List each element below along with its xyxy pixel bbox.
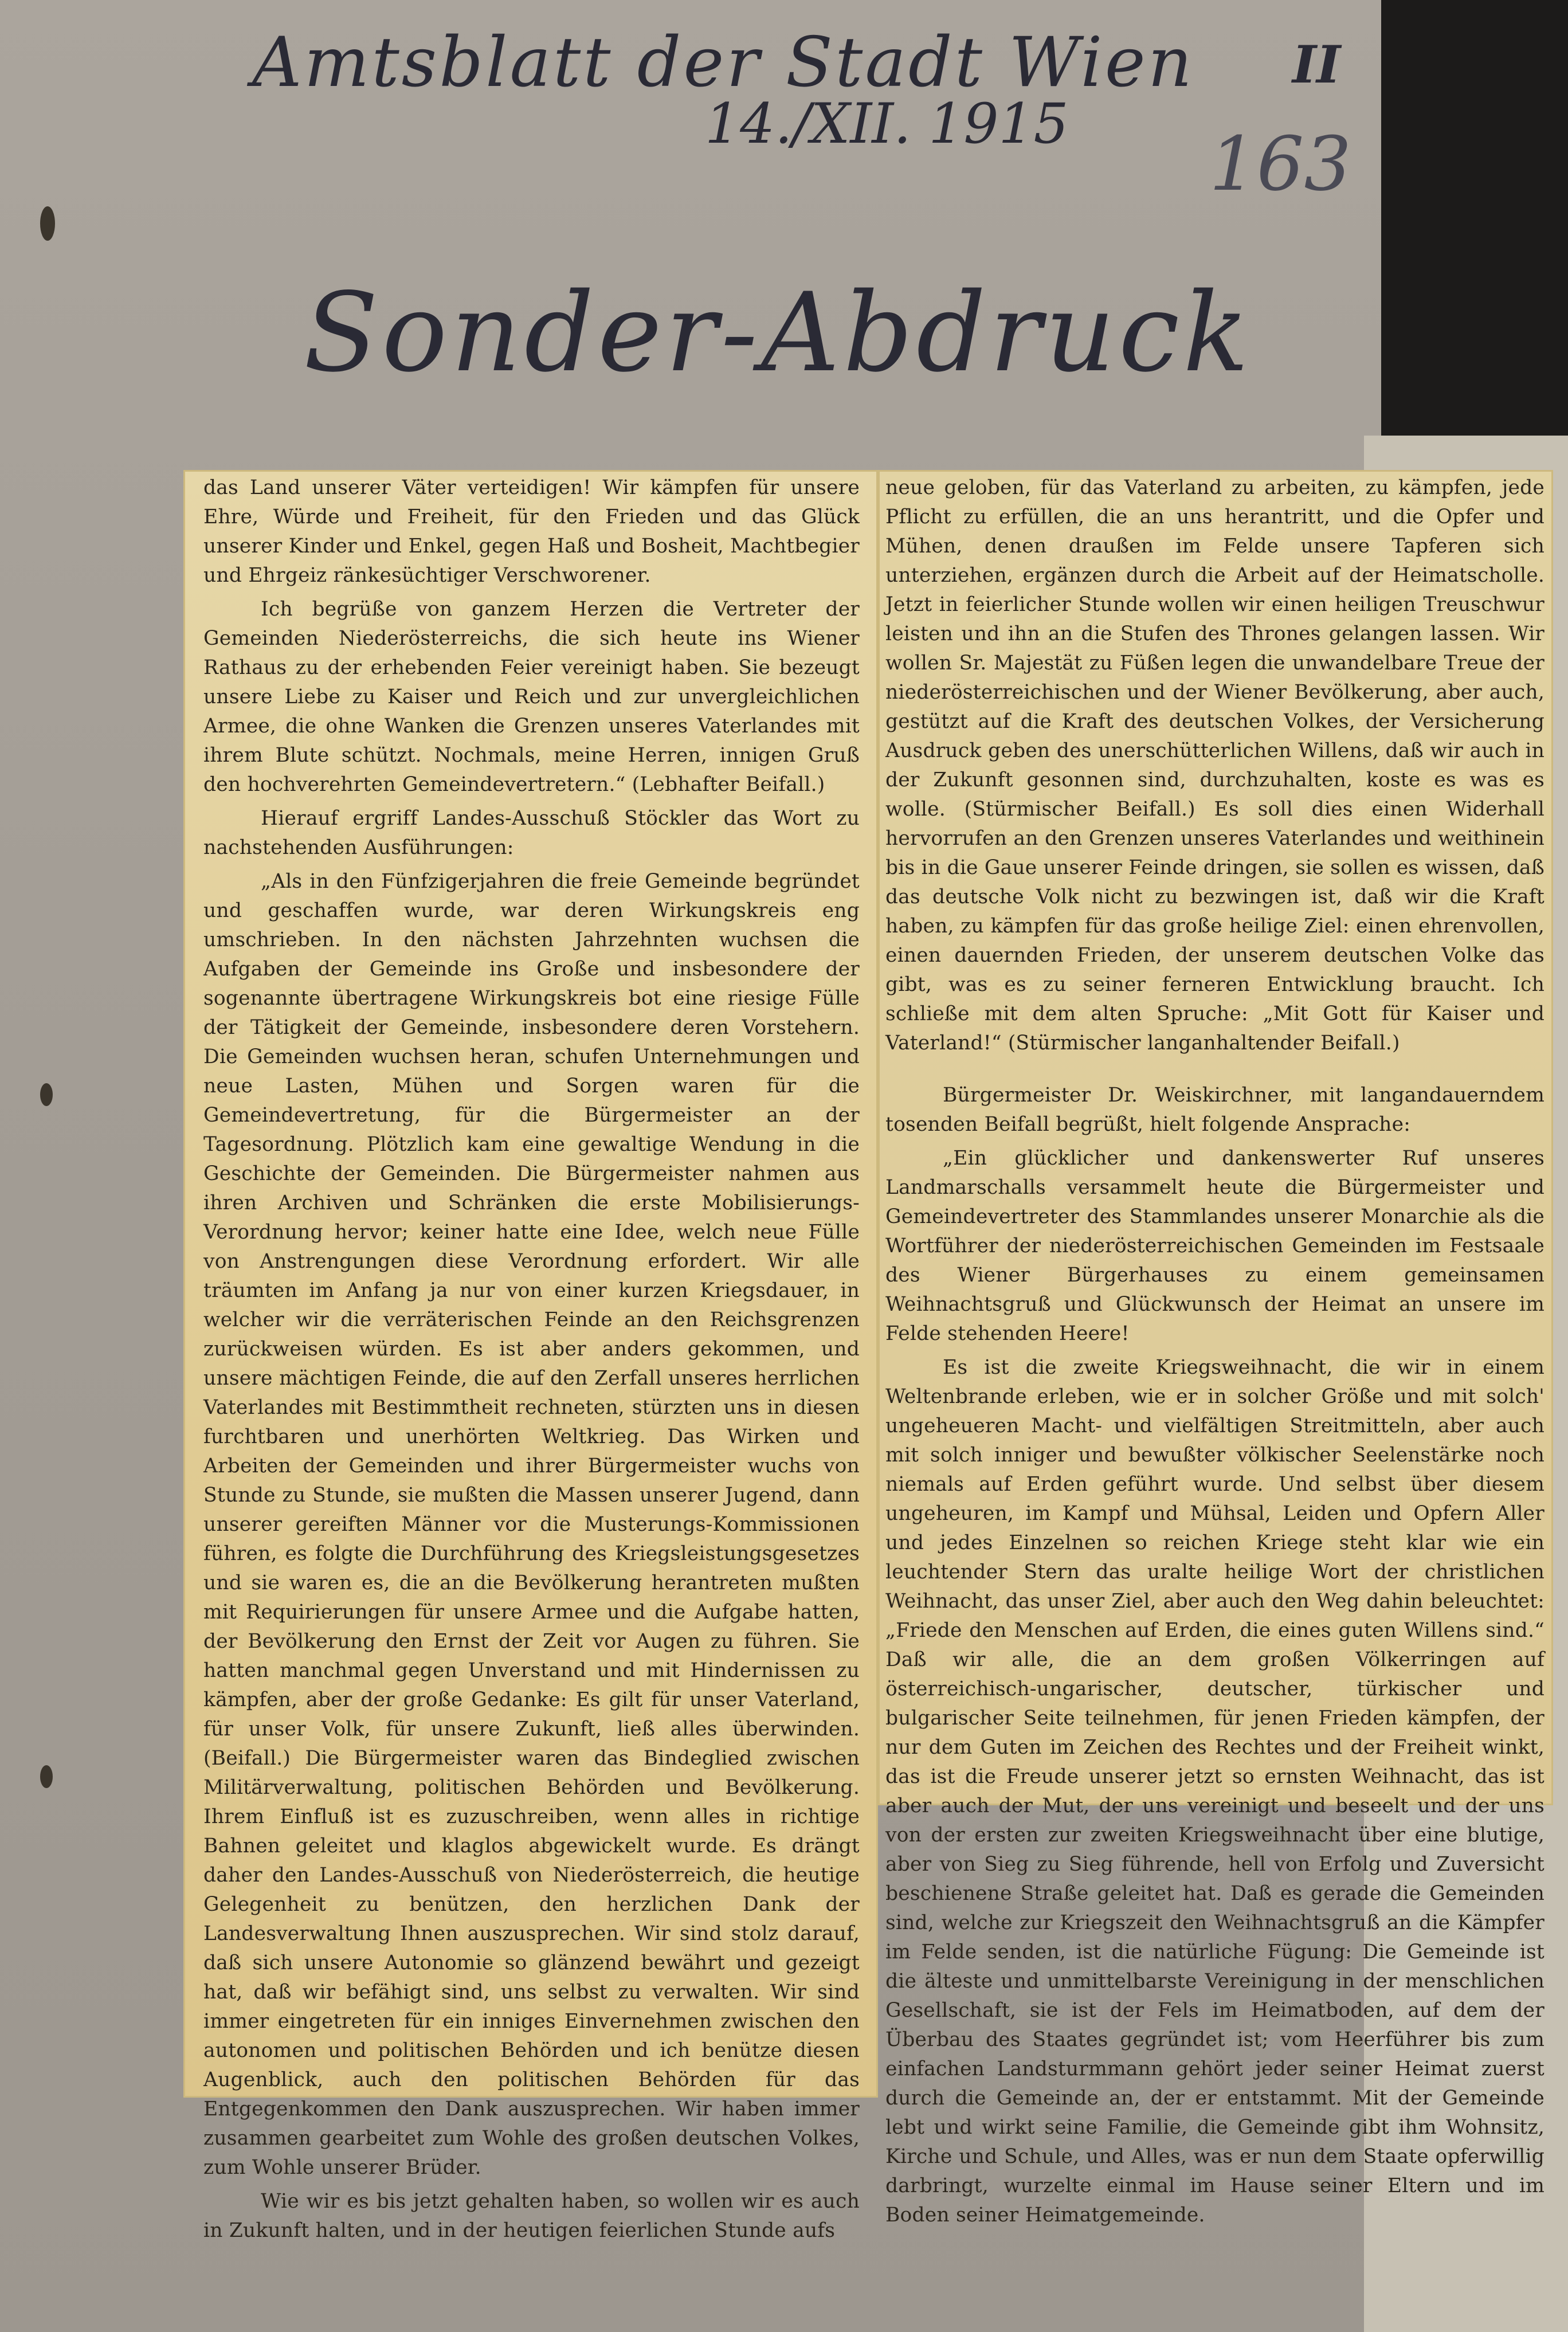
handwritten-reference: 163 (1209, 120, 1352, 207)
paragraph: das Land unserer Väter verteidigen! Wir kämpfen für unsere Ehre, Würde und Freiheit, für den Frieden und das Glück unserer Kinder und Enkel, gegen Haß und Bosheit, Machtbegier und Ehrgeiz ränkesüchtiger Verschworener. (203, 476, 860, 587)
paragraph: Es ist die zweite Kriegsweihnacht, die wir in einem Weltenbrande erleben, wie er in solcher Größe und mit solch' ungeheueren Macht- und vielfältigen Streitmitteln, aber auch mit solch inniger und bewußter völkischer Seelenstärke noch niemals auf Erden geführt wurde. Und selbst über diesem ungeheuren, im Kampf und Mühsal, Leiden und Opfern Aller und jedes Einzelnen so reichen Kriege steht klar wie ein leuchtender Stern das uralte heilige Wort der christlichen Weihnacht, das unser Ziel, aber auch den Weg dahin beleuchtet: „Friede den Menschen auf Erden, die eines guten Willens sind.“ Daß wir alle, die an dem großen Völkerringen auf österreichisch-ungarischer, deutscher, türkischer und bulgarischer Seite teilnehmen, für jenen Frieden kämpfen, der nur dem Guten im Zeichen des Rechtes und der Freiheit winkt, das ist die Freude unserer jetzt so ernsten Weihnacht, das ist aber auch der Mut, der uns vereinigt und beseelt und der uns von der ersten zur zweiten Kriegsweihnacht über eine blutige, aber von Sieg zu Sieg führende, hell von Erfolg und Zuversicht beschienene Straße geleitet hat. Daß es gerade die Gemeinden sind, welche zur Kriegszeit den Weihnachtsgruß an die Kämpfer im Felde senden, ist die natürliche Fügung: Die Gemeinde ist die älteste und unmittelbarste Vereinigung in der menschlichen Gesellschaft, sie ist der Fels im Heimatboden, auf dem der Überbau des Staates gegründet ist; vom Heerführer bis zum einfachen Landsturmmann gehört jeder seiner Heimat zuerst durch die Gemeinde an, der er entstammt. Mit der Gemeinde lebt und wirkt seine Familie, die Gemeinde gibt ihm Wohnsitz, Kirche und Schule, und Alles, was er nun dem Staate opferwillig darbringt, wurzelte einmal im Hause seiner Eltern und im Boden seiner Heimatgemeinde. (885, 1356, 1545, 2227)
handwritten-number: II (1292, 34, 1341, 95)
handwritten-date: 14./XII. 1915 (705, 92, 1069, 156)
paragraph: Wie wir es bis jetzt gehalten haben, so wollen wir es auch in Zukunft halten, und in der heutigen feierlichen Stunde aufs (203, 2190, 860, 2242)
paragraph: neue geloben, für das Vaterland zu arbeiten, zu kämpfen, jede Pflicht zu erfüllen, die an uns herantritt, und die Opfer und Mühen, denen draußen im Felde unsere Tapferen sich unterziehen, ergänzen durch die Arbeit auf der Heimatscholle. Jetzt in feierlicher Stunde wollen wir einen heiligen Treuschwur leisten und ihn an die Stufen des Thrones gelangen lassen. Wir wollen Sr. Majestät zu Füßen legen die unwandelbare Treue der niederösterreichischen und der Wiener Bevölkerung, aber auch, gestützt auf die Kraft des deutschen Volkes, der Versicherung Ausdruck geben des unerschütterlichen Willens, daß wir auch in der Zukunft gesonnen sind, durchzuhalten, koste es was es wolle. (Stürmischer Beifall.) Es soll dies einen Widerhall hervorrufen an den Grenzen unseres Vaterlandes und weithinein bis in die Gaue unserer Feinde dringen, sie sollen es wissen, daß das deutsche Volk nicht zu bezwingen ist, daß wir die Kraft haben, zu kämpfen für das große heilige Ziel: einen ehrenvollen, einen dauernden Frieden, der unserem deutschen Volke das gibt, was es zu seiner ferneren Entwicklung braucht. Ich schließe mit dem alten Spruche: „Mit Gott für Kaiser und Vaterland!“ (Stürmischer langanhaltender Beifall.) (885, 476, 1545, 1055)
paragraph: „Als in den Fünfzigerjahren die freie Gemeinde begründet und geschaffen wurde, war deren Wirkungskreis eng umschrieben. In den nächsten Jahrzehnten wuchsen die Aufgaben der Gemeinde ins Große und insbesondere der sogenannte übertragene Wirkungskreis bot eine riesige Fülle der Tätigkeit der Gemeinde, insbesondere deren Vorstehern. Die Gemeinden wuchsen heran, schufen Unternehmungen und neue Lasten, Mühen und Sorgen waren für die Gemeindevertretung, für die Bürgermeister an der Tagesordnung. Plötzlich kam eine gewaltige Wendung in die Geschichte der Gemeinden. Die Bürgermeister nahmen aus ihren Archiven und Schränken die erste Mobilisierungs-Verordnung hervor; keiner hatte eine Idee, welch neue Fülle von Anstrengungen diese Verordnung erfordert. Wir alle träumten im Anfang ja nur von einer kurzen Kriegsdauer, in welcher wir die verräterischen Feinde an den Reichsgrenzen zurückweisen würden. Es ist aber anders gekommen, und unsere mächtigen Feinde, die auf den Zerfall unseres herrlichen Vaterlandes mit Bestimmtheit rechneten, stürzten uns in diesen furchtbaren und unerhörten Weltkrieg. Das Wirken und Arbeiten der Gemeinden und ihrer Bürgermeister wuchs von Stunde zu Stunde, sie mußten die Massen unserer Jugend, dann unserer gereiften Männer vor die Musterungs-Kommissionen führen, es folgte die Durchführung des Kriegsleistungsgesetzes und sie waren es, die an die Bevölkerung herantreten mußten mit Requirierungen für unsere Armee und die Aufgabe hatten, der Bevölkerung den Ernst der Zeit vor Augen zu führen. Sie hatten manchmal gegen Unverstand und mit Hindernissen zu kämpfen, aber der große Gedanke: Es gilt für unser Vaterland, für unser Volk, für unsere Zukunft, ließ alles überwinden. (Beifall.) Die Bürgermeister waren das Bindeglied zwischen Militärverwaltung, politischen Behörden und Bevölkerung. Ihrem Einfluß ist es zuzuschreiben, wenn alles in richtige Bahnen geleitet und klaglos abgewickelt wurde. Es drängt daher den Landes-Ausschuß von Niederösterreich, die heutige Gelegenheit zu benützen, den herzlichen Dank der Landesverwaltung Ihnen auszusprechen. Wir sind stolz darauf, daß sich unsere Autonomie so glänzend bewährt und gezeigt hat, daß wir befähigt sind, uns selbst zu verwalten. Wir sind immer eingetreten für ein inniges Einvernehmen zwischen den autonomen und politischen Behörden und ich benütze diesen Augenblick, auch den politischen Behörden für das Entgegenkommen den Dank auszusprechen. Wir haben immer zusammen gearbeitet zum Wohle des großen deutschen Volkes, zum Wohle unserer Brüder. (203, 870, 860, 2179)
paragraph: „Ein glücklicher und dankenswerter Ruf unseres Landmarschalls versammelt heute die Bürgermeister und Gemeindevertreter des Stammlandes unserer Monarchie als die Wortführer der niederösterreichischen Gemeinden im Festsaale des Wiener Bürgerhauses zu einem gemeinsamen Weihnachtsgruß und Glückwunsch der Heimat an unsere im Felde stehenden Heere! (885, 1147, 1545, 1345)
left-text-column (203, 473, 860, 2245)
paragraph: Hierauf ergriff Landes-Ausschuß Stöckler das Wort zu nachstehenden Ausführungen: (203, 807, 860, 859)
handwritten-title: Amtsblatt der Stadt Wien (252, 23, 1194, 103)
punch-hole (40, 1765, 53, 1788)
punch-hole (40, 206, 55, 241)
handwritten-sonder-abdruck: Sonder-Abdruck (304, 269, 1253, 396)
right-text-column (885, 473, 1545, 2230)
punch-hole (40, 1083, 53, 1106)
paragraph: Ich begrüße von ganzem Herzen die Vertreter der Gemeinden Niederösterreichs, die sich heute ins Wiener Rathaus zu der erhebenden Feier vereinigt haben. Sie bezeugt unsere Liebe zu Kaiser und Reich und zur unvergleichlichen Armee, die ohne Wanken die Grenzen unseres Vaterlandes mit ihrem Blute schützt. Nochmals, meine Herren, innigen Gruß den hochverehrten Gemeindevertretern.“ (Lebhafter Beifall.) (203, 598, 860, 796)
paragraph: Bürgermeister Dr. Weiskirchner, mit langandauerndem tosenden Beifall begrüßt, hielt folgende Ansprache: (885, 1084, 1545, 1136)
